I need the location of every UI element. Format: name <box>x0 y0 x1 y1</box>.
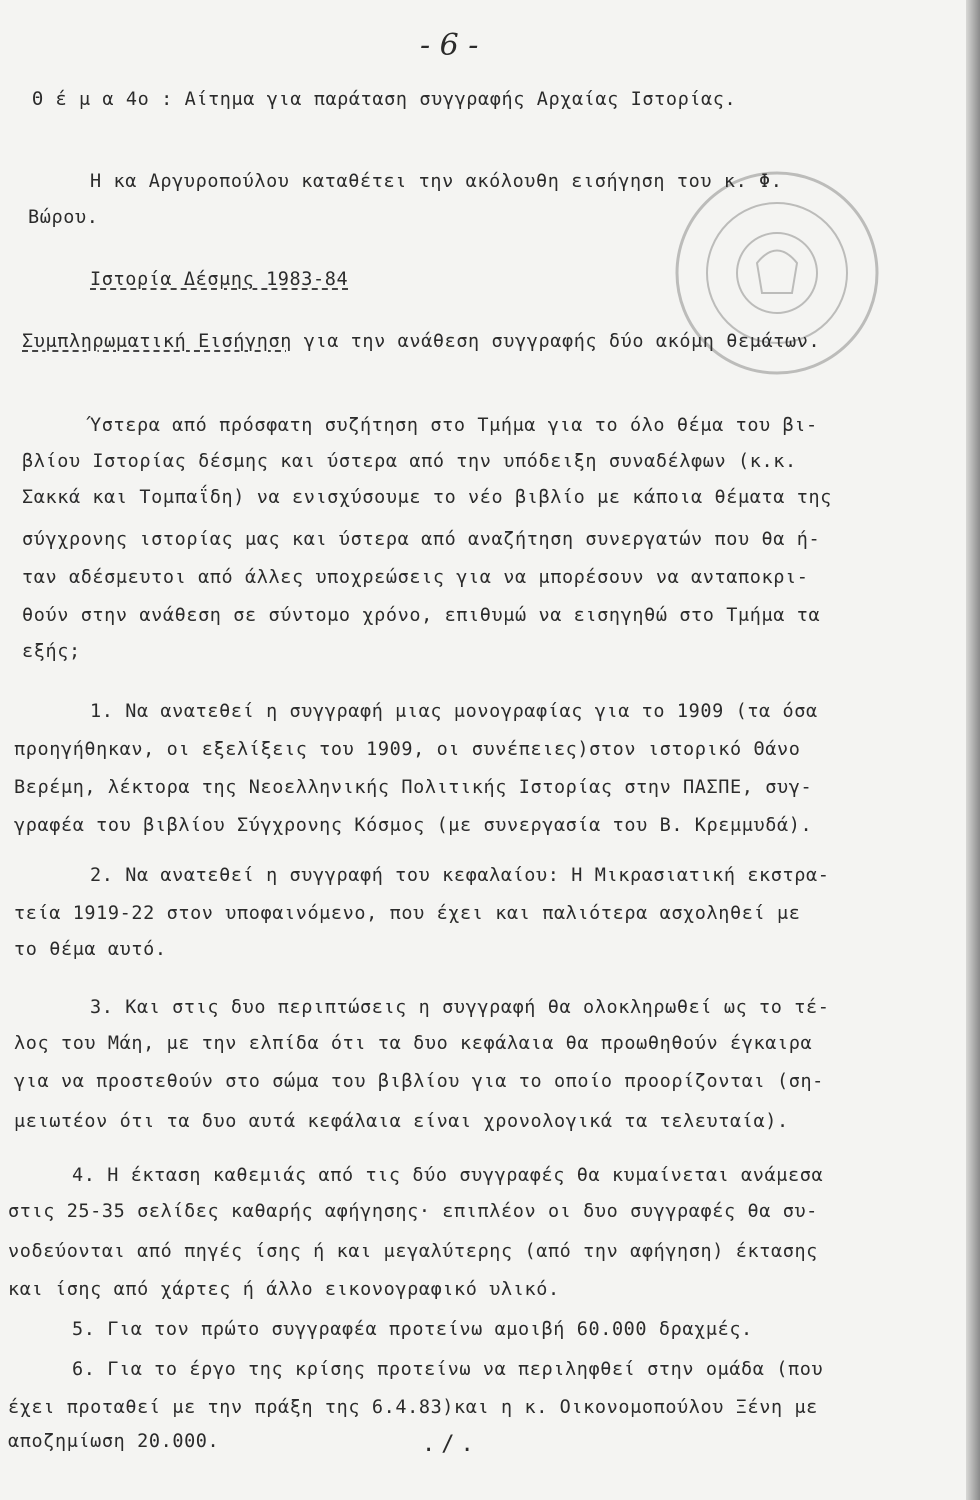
supplement-rest: για την ανάθεση συγγραφής δύο ακόμη θεμάτων. <box>291 331 821 352</box>
item6-line-2: έχει προταθεί με την πράξη της 6.4.83)και η κ. Οικονομοπούλου Ξένη με <box>8 1397 818 1418</box>
item5-line-1: 5. Για τον πρώτο συγγραφέα προτείνω αμοιβή 60.000 δραχμές. <box>72 1319 753 1340</box>
item2-line-1: 2. Να ανατεθεί η συγγραφή του κεφαλαίου: Η Μικρασιατική εκστρα- <box>90 865 830 886</box>
item4-line-1: 4. Η έκταση καθεμιάς από τις δύο συγγραφές θα κυμαίνεται ανάμεσα <box>72 1165 824 1186</box>
supplement-underlined: Συμπληρωματική Εισήγηση <box>22 331 292 352</box>
item1-line-4: γραφέα του βιβλίου Σύγχρονης Κόσμος (με συνεργασία του Β. Κρεμμυδά). <box>14 815 813 836</box>
body-line-3: Σακκά και Τομπαΐδη) να ενισχύσουμε το νέο βιβλίο με κάποια θέματα της <box>22 487 832 508</box>
item1-line-3: Βερέμη, λέκτορα της Νεοελληνικής Πολιτικής Ιστορίας στην ΠΑΣΠΕ, συγ- <box>14 777 813 798</box>
body-line-1: Ύστερα από πρόσφατη συζήτηση στο Τμήμα για το όλο θέμα του βι- <box>90 415 818 436</box>
body-line-5: ταν αδέσμευτοι από άλλες υποχρεώσεις για να μπορέσουν να ανταποκρι- <box>22 567 809 588</box>
page-number: - 6 - <box>420 28 479 63</box>
item2-line-2: τεία 1919-22 στον υποφαινόμενο, που έχει και παλιότερα ασχοληθεί με <box>14 903 801 924</box>
item4-line-3: νοδεύονται από πηγές ίσης ή και μεγαλύτερης (από την αφήγηση) έκτασης <box>8 1241 818 1262</box>
section-title: Ιστορία Δέσμης 1983-84 <box>90 269 349 290</box>
page-edge <box>966 0 980 1500</box>
item-heading: Θ έ μ α 4ο : Αίτημα για παράταση συγγραφής Αρχαίας Ιστορίας. <box>32 89 737 110</box>
item6-line-1: 6. Για το έργο της κρίσης προτείνω να περιληφθεί στην ομάδα (που <box>72 1359 824 1380</box>
item3-line-3: για να προστεθούν στο σώμα του βιβλίου για το οποίο προορίζονται (ση- <box>14 1071 824 1092</box>
item3-line-2: λος του Μάη, με την ελπίδα ότι τα δυο κεφάλαια θα προωθηθούν έγκαιρα <box>14 1033 813 1054</box>
item6-line-3: αποζημίωση 20.000. <box>8 1431 220 1452</box>
item1-line-2: προηγήθηκαν, οι εξελίξεις του 1909, οι συνέπειες)στον ιστορικό Θάνο <box>14 739 801 760</box>
item4-line-2: στις 25-35 σελίδες καθαρής αφήγησης· επιπλέον οι δυο συγγραφές θα συ- <box>8 1201 818 1222</box>
intro-line-1: Η κα Αργυροπούλου καταθέτει την ακόλουθη εισήγηση του κ. Φ. <box>90 171 783 192</box>
item3-line-1: 3. Και στις δυο περιπτώσεις η συγγραφή θα ολοκληρωθεί ως το τέ- <box>90 997 830 1018</box>
item2-line-3: το θέμα αυτό. <box>14 939 167 960</box>
supplement-line <box>22 330 820 354</box>
body-line-4: σύγχρονης ιστορίας μας και ύστερα από αναζήτηση συνεργατών που θα ή- <box>22 529 821 550</box>
item3-line-4: μειωτέον ότι τα δυο αυτά κεφάλαια είναι χρονολογικά τα τελευταία). <box>14 1111 789 1132</box>
body-line-7: εξής; <box>22 641 81 662</box>
intro-line-2: Βώρου. <box>28 207 99 228</box>
item4-line-4: και ίσης από χάρτες ή άλλο εικονογραφικό υλικό. <box>8 1279 560 1300</box>
continuation-mark: ./. <box>422 1432 480 1457</box>
item1-line-1: 1. Να ανατεθεί η συγγραφή μιας μονογραφίας για το 1909 (τα όσα <box>90 701 818 722</box>
body-line-6: θούν στην ανάθεση σε σύντομο χρόνο, επιθυμώ να εισηγηθώ στο Τμήμα τα <box>22 605 821 626</box>
body-line-2: βλίου Ιστορίας δέσμης και ύστερα από την υπόδειξη συναδέλφων (κ.κ. <box>22 451 797 472</box>
